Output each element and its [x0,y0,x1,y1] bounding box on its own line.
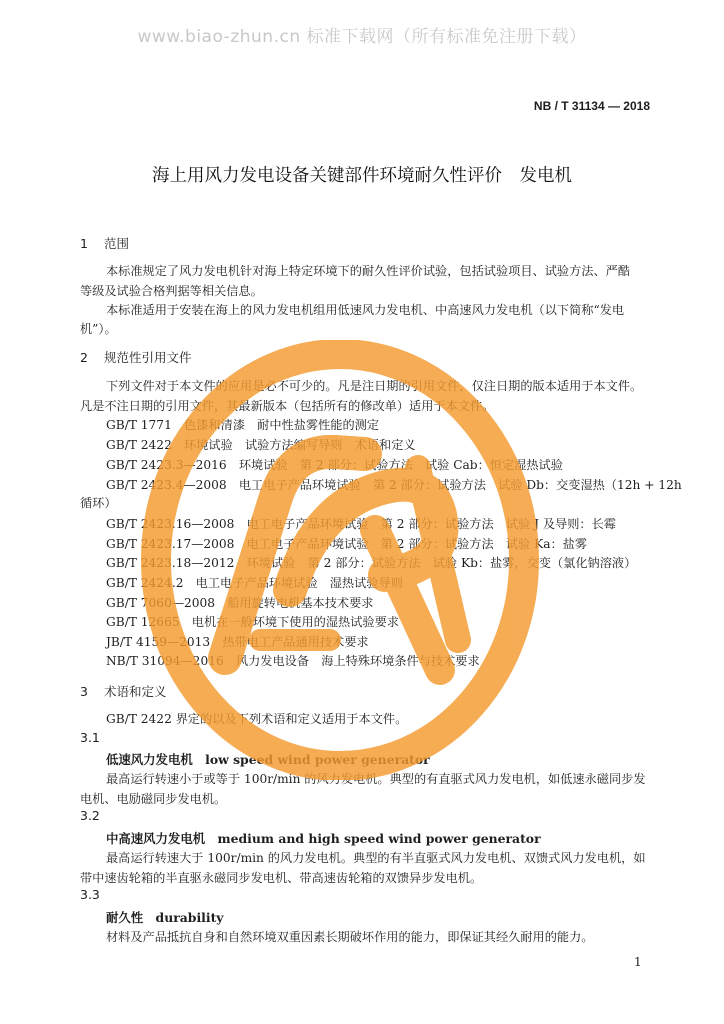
section-title: 范围 [104,236,130,251]
reference-item: GB/T 2423.4—2008 电工电子产品环境试验 第 2 部分：试验方法 试验 Db：交变湿热（12h + 12h [106,478,682,492]
term-definition: 带中速齿轮箱的半直驱永磁同步发电机、带高速齿轮箱的双馈异步发电机。 [80,871,483,885]
term-definition: 电机、电励磁同步发电机。 [80,792,227,806]
paragraph-line: 本标准适用于安装在海上的风力发电机组用低速风力发电机、中高速风力发电机（以下简称“发电 [106,303,625,317]
reference-item: GB/T 2424.2 电工电子产品环境试验 湿热试验导则 [106,576,403,590]
page-number: 1 [634,955,642,969]
reference-item: GB/T 1771 色漆和清漆 耐中性盐雾性能的测定 [106,418,380,432]
term-name: 耐久性 durability [106,910,224,925]
page-title: 海上用风力发电设备关键部件环境耐久性评价 发电机 [152,166,572,186]
watermark-banner: www.biao-zhun.cn 标准下载网（所有标准免注册下载） [137,27,587,47]
term-name: 低速风力发电机 low speed wind power generator [106,752,430,767]
term-number: 3.1 [80,730,100,745]
section-1-heading [80,234,129,252]
paragraph-line: 机”）。 [80,322,117,336]
term-definition: 最高运行转速小于或等于 100r/min 的风力发电机。典型的有直驱式风力发电机，如低速永磁同步发 [106,772,646,786]
term-definition: 最高运行转速大于 100r/min 的风力发电机。典型的有半直驱式风力发电机、双馈式风力发电机，如 [106,851,646,865]
section-number: 3 [80,684,88,699]
section-number: 1 [80,236,88,251]
reference-item: JB/T 4159—2013 热带电工产品通用技术要求 [106,635,369,649]
reference-item: GB/T 7060—2008 船用旋转电机基本技术要求 [106,596,374,610]
paragraph-line: 本标准规定了风力发电机针对海上特定环境下的耐久性评价试验，包括试验项目、试验方法、严酷 [106,264,631,278]
section-number: 2 [80,350,88,365]
paragraph-line: 凡是不注日期的引用文件，其最新版本（包括所有的修改单）适用于本文件。 [80,399,495,413]
reference-item: GB/T 2423.18—2012 环境试验 第 2 部分：试验方法 试验 Kb：盐雾，交变（氯化钠溶液） [106,556,637,570]
term-definition: 材料及产品抵抗自身和自然环境双重因素长期破坏作用的能力，即保证其经久耐用的能力。 [106,930,594,944]
reference-item: GB/T 2423.16—2008 电工电子产品环境试验 第 2 部分：试验方法 试验 J 及导则：长霉 [106,517,616,531]
term-number: 3.2 [80,808,100,823]
paragraph-line: GB/T 2422 界定的以及下列术语和定义适用于本文件。 [106,712,408,726]
reference-item: GB/T 2423.3—2016 环境试验 第 2 部分：试验方法 试验 Cab：恒定湿热试验 [106,458,563,472]
reference-item-continued: 循环） [80,496,117,510]
section-3-heading [80,682,167,700]
reference-item: NB/T 31094—2016 风力发电设备 海上特殊环境条件与技术要求 [106,654,480,668]
section-title: 术语和定义 [104,684,167,699]
reference-item: GB/T 12665 电机在一般环境下使用的湿热试验要求 [106,615,399,629]
standard-code: NB / T 31134 — 2018 [533,99,650,113]
reference-item: GB/T 2423.17—2008 电工电子产品环境试验 第 2 部分：试验方法 试验 Ka：盐雾 [106,537,588,551]
section-2-heading [80,348,192,366]
reference-item: GB/T 2422 环境试验 试验方法编写导则 术语和定义 [106,438,416,452]
term-number: 3.3 [80,887,100,902]
section-title: 规范性引用文件 [104,350,192,365]
term-name: 中高速风力发电机 medium and high speed wind power generator [106,831,541,846]
paragraph-line: 下列文件对于本文件的应用是必不可少的。凡是注日期的引用文件，仅注日期的版本适用于本文件。 [106,379,643,393]
paragraph-line: 等级及试验合格判据等相关信息。 [80,284,263,298]
